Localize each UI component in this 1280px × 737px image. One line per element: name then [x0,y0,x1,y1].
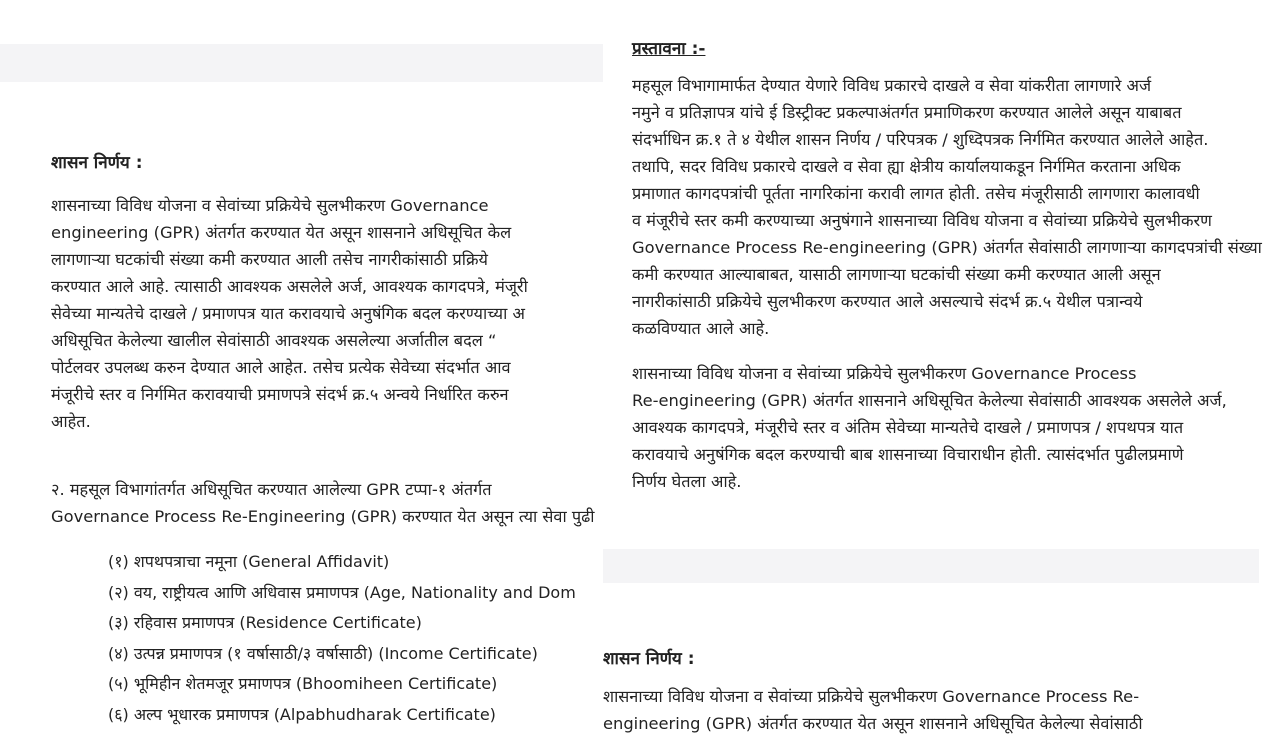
paragraph-line: करण्यात आले आहे. त्यासाठी आवश्यक असलेले अर्ज, आवश्यक कागदपत्रे, मंजूरी [51,277,528,296]
paragraph-line: engineering (GPR) अंतर्गत करण्यात येत असून शासनाने अधिसूचित केलेल्या सेवांसाठी [603,714,1143,733]
list-item: (४) उत्पन्न प्रमाणपत्र (१ वर्षासाठी/३ वर्षासाठी) (Income Certificate) [108,643,538,663]
paragraph-line: नमुने व प्रतिज्ञापत्र यांचे ई डिस्ट्रीक्ट प्रकल्पाअंतर्गत प्रमाणिकरण करण्यात आलेले असून याबाबत [632,103,1182,122]
paragraph-line: Governance Process Re-engineering (GPR) अंतर्गत सेवांसाठी लागणाऱ्या कागदपत्रांची संख्या [632,238,1262,257]
right-heading-decision: शासन निर्णय : [603,649,695,669]
paragraph-line: लागणाऱ्या घटकांची संख्या कमी करण्यात आली तसेच नागरीकांसाठी प्रक्रिये [51,250,488,269]
list-item: (३) रहिवास प्रमाणपत्र (Residence Certificate) [108,613,422,632]
right-paragraph-3 [603,683,1143,737]
paragraph-line: संदर्भाधिन क्र.१ ते ४ येथील शासन निर्णय / परिपत्रक / शुध्दिपत्रक निर्गमित करण्यात आलेले आहेत. [632,130,1209,149]
paragraph-line: निर्णय घेतला आहे. [632,472,742,491]
paragraph-line: तथापि, सदर विविध प्रकारचे दाखले व सेवा ह्या क्षेत्रीय कार्यालयाकडून निर्गमित करताना अधिक [632,157,1181,176]
paragraph-line: मंजूरीचे स्तर व निर्गमित करावयाची प्रमाणपत्रे संदर्भ क्र.५ अन्वये निर्धारित करुन [51,385,509,404]
paragraph-line: व मंजूरीचे स्तर कमी करण्याच्या अनुषंगाने शासनाच्या विविध योजना व सेवांच्या प्रक्रियेचे सुलभीकरण [632,211,1212,230]
paragraph-line: शासनाच्या विविध योजना व सेवांच्या प्रक्रियेचे सुलभीकरण Governance Process Re- [603,687,1140,706]
paragraph-line: करावयाचे अनुषंगिक बदल करण्याची बाब शासनाच्या विचाराधीन होती. त्यासंदर्भात पुढीलप्रमाणे [632,445,1184,464]
paragraph-line: सेवेच्या मान्यतेचे दाखले / प्रमाणपत्र यात करावयाचे अनुषंगिक बदल करण्याच्या अ [51,304,525,323]
left-paragraph [51,192,528,435]
paragraph-line: २. महसूल विभागांतर्गत अधिसूचित करण्यात आलेल्या GPR टप्पा-१ अंतर्गत [51,480,492,499]
paragraph-line: पोर्टलवर उपलब्ध करुन देण्यात आले आहेत. तसेच प्रत्येक सेवेच्या संदर्भात आव [51,358,511,377]
paragraph-line: Re-engineering (GPR) अंतर्गत शासनाने अधिसूचित केलेल्या सेवांसाठी आवश्यक असलेले अर्ज, [632,391,1227,410]
left-certificate-list [108,547,576,730]
left-heading: शासन निर्णय : [51,153,143,173]
list-item: (६) अल्प भूधारक प्रमाणपत्र (Alpabhudharak Certificate) [108,704,496,724]
paragraph-line: आहेत. [51,412,91,431]
right-document-page [603,0,1280,733]
paragraph-line: कळविण्यात आले आहे. [632,319,770,338]
list-item: (५) भूमिहीन शेतमजूर प्रमाणपत्र (Bhoomiheen Certificate) [108,674,498,693]
paragraph-line: अधिसूचित केलेल्या खालील सेवांसाठी आवश्यक असलेल्या अर्जातील बदल “ [51,331,497,350]
paragraph-line: नागरीकांसाठी प्रक्रियेचे सुलभीकरण करण्यात आले असल्याचे संदर्भ क्र.५ येथील पत्रान्वये [632,292,1143,311]
paragraph-line: engineering (GPR) अंतर्गत करण्यात येत असून शासनाने अधिसूचित केल [51,223,512,242]
paragraph-line: प्रमाणात कागदपत्रांची पूर्तता नागरिकांना करावी लागत होती. तसेच मंजूरीसाठी लागणारा कालावधी [632,184,1200,203]
right-paragraph-2 [632,360,1227,495]
left-document-page [0,0,603,724]
paragraph-line: कमी करण्यात आल्याबाबत, यासाठी लागणाऱ्या घटकांची संख्या कमी करण्यात आली असून [632,265,1161,284]
paragraph-line: Governance Process Re-Engineering (GPR) करण्यात येत असून त्या सेवा पुढी [51,507,595,526]
paragraph-line: शासनाच्या विविध योजना व सेवांच्या प्रक्रियेचे सुलभीकरण Governance Process [632,364,1137,383]
paragraph-line: शासनाच्या विविध योजना व सेवांच्या प्रक्रियेचे सुलभीकरण Governance [51,196,489,215]
list-item: (१) शपथपत्राचा नमूना (General Affidavit) [108,552,390,571]
right-paragraph-1 [632,72,1262,342]
paragraph-line: महसूल विभागामार्फत देण्यात येणारे विविध प्रकारचे दाखले व सेवा यांकरीता लागणारे अर्ज [632,76,1152,95]
left-section-2 [51,476,595,530]
paragraph-line: आवश्यक कागदपत्रे, मंजूरीचे स्तर व अंतिम सेवेच्या मान्यतेचे दाखले / प्रमाणपत्र / शपथपत्र यात [632,418,1184,437]
right-heading-preamble: प्रस्तावना :- [632,39,706,59]
list-item: (२) वय, राष्ट्रीयत्व आणि अधिवास प्रमाणपत्र (Age, Nationality and Dom [108,582,576,602]
